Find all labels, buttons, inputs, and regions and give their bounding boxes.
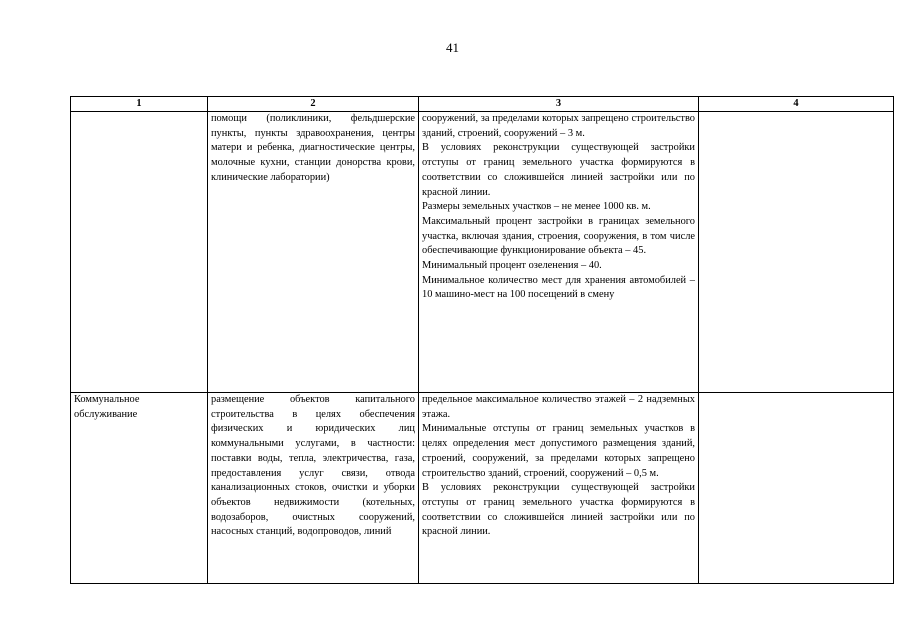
header-col-1: 1 [71, 97, 208, 112]
page-number: 41 [446, 40, 459, 55]
header-col-2: 2 [208, 97, 419, 112]
cell-text: Минимальное количество мест для хранения автомобилей – 10 машино-мест на 100 посещений в смену [422, 274, 695, 301]
cell-text: Минимальные отступы от границ земельных участков в целях определения мест допустимого размещения зданий, строений, сооружений, за пределами которых запрещено строительство зданий, строений, сооружений – 0,5 м. [422, 423, 695, 479]
header-col-4: 4 [699, 97, 894, 112]
table-row [71, 393, 894, 584]
cell-parameters [419, 112, 699, 393]
cell-notes [699, 112, 894, 393]
cell-use-type [71, 393, 208, 584]
cell-notes [699, 393, 894, 584]
cell-text: Максимальный процент застройки в границах земельного участка, включая здания, строения, сооружения, в том числе обеспечивающие функционирование объекта – 45. [422, 215, 695, 257]
cell-text: В условиях реконструкции существующей застройки отступы от границ земельного участка формируются в соответствии со сложившейся линией застройки или по красной линии. [422, 482, 695, 538]
cell-use-type [71, 112, 208, 393]
cell-text: Коммунальное обслуживание [74, 394, 140, 420]
cell-text: сооружений, за пределами которых запрещено строительство зданий, строений, сооружений – 3 м. [422, 113, 695, 139]
cell-use-description [208, 112, 419, 393]
cell-text: помощи (поликлиники, фельдшерские пункты, пункты здравоохранения, центры матери и ребенка, диагностические центры, молочные кухни, станции донорства крови, клинические лаборатории) [211, 113, 415, 183]
cell-text: предельное максимальное количество этажей – 2 надземных этажа. [422, 394, 695, 420]
table-header-row [71, 97, 894, 112]
cell-text: Минимальный процент озеленения – 40. [422, 260, 602, 272]
land-use-table [70, 96, 894, 584]
cell-text: Размеры земельных участков – не менее 1000 кв. м. [422, 201, 651, 213]
cell-parameters [419, 393, 699, 584]
header-col-3: 3 [419, 97, 699, 112]
cell-text: размещение объектов капитального строительства в целях обеспечения физических и юридических лиц коммунальными услугами, в частности: поставки воды, тепла, электричества, газа, предоставления услуг связи, отвода канализационных стоков, очистки и уборки объектов недвижимости (котельных, водозаборов, очистных сооружений, насосных станций, водопроводов, линий [211, 394, 415, 538]
cell-use-description [208, 393, 419, 584]
table-row [71, 112, 894, 393]
cell-text: В условиях реконструкции существующей застройки отступы от границ земельного участка формируются в соответствии со сложившейся линией застройки или по красной линии. [422, 142, 695, 198]
